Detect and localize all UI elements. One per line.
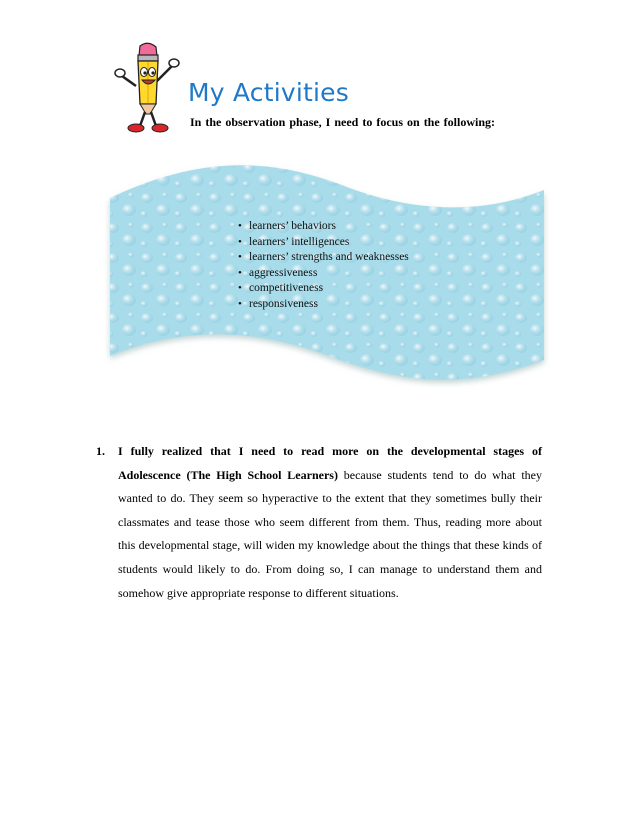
pencil-mascot-icon <box>112 42 184 134</box>
page-title: My Activities <box>188 78 349 107</box>
page-subtitle: In the observation phase, I need to focus on the following: <box>190 115 496 129</box>
list-item: • responsiveness <box>238 297 409 313</box>
paragraph-text: because students tend to do what they wanted to do. They seem so hyperactive to the extent that they sometimes bully their classmates and tease those who seem different from them. Thus, reading more about this developmental stage, will widen my knowledge about the things that these kinds of students would likely to do. From doing so, I can manage to understand them and somehow give appropriate response to different situations. <box>118 467 542 600</box>
item-number: 1. <box>96 444 105 458</box>
bold-lead: I fully realized that I need to read more on the developmental stages of Adolescence (The High School Learners) <box>118 444 542 482</box>
list-item: • learners’ behaviors <box>238 219 409 235</box>
list-item: • learners’ strengths and weaknesses <box>238 250 409 266</box>
list-item: • learners’ intelligences <box>238 235 409 251</box>
focus-list <box>238 219 409 312</box>
list-item: • competitiveness <box>238 281 409 297</box>
reflection-paragraph <box>96 440 542 605</box>
list-item: • aggressiveness <box>238 266 409 282</box>
